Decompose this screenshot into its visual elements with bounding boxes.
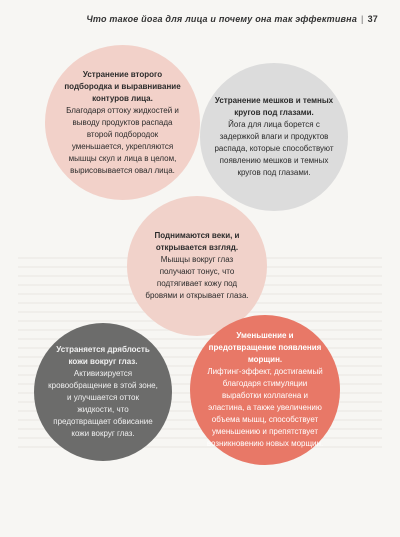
benefit-text: Активизируется кровообращение в этой зоне, и улучшается отток жидкости, что предотвращает обвисание кожи вокруг глаз. [48,369,158,438]
benefit-text: Благодаря оттоку жидкостей и выводу продуктов распада второй подбородок уменьшается, укрепляются мышцы скул и лица в целом, вырисовывается овал лица. [66,105,179,175]
benefit-circle-double-chin [45,45,200,200]
benefit-title: Устранение мешков и темных кругов под глазами. [214,96,334,117]
benefit-circle-wrinkles [190,315,340,465]
chapter-title: Что такое йога для лица и почему она так эффективна [86,14,358,24]
page-number: 37 [367,14,378,24]
header-separator: | [361,14,364,24]
benefit-title: Поднимаются веки, и открывается взгляд. [154,231,240,252]
benefit-title: Устраняется дряблость кожи вокруг глаз. [56,345,150,366]
benefit-text: Мышцы вокруг глаз получают тонус, что подтягивает кожу под бровями и открывает глаза. [145,255,249,300]
benefit-circle-eye-skin [34,323,172,461]
benefit-text: Лифтинг-эффект, достигаемый благодаря стимуляции выработки коллагена и эластина, а также увеличению объема мышц, способствует уменьшению и препятствует возникновению новых морщин. [206,367,324,448]
benefit-circle-under-eye-bags [200,63,348,211]
benefit-title: Уменьшение и предотвращение появления морщин. [208,331,322,364]
benefit-circle-eyelids [127,196,267,336]
running-header [86,14,378,24]
benefit-text: Йога для лица борется с задержкой влаги и продуктов распада, которые способствуют появлению мешков и темных кругов под глазами. [214,120,334,177]
benefit-title: Устранение второго подбородка и выравнивание контуров лица. [64,69,181,103]
